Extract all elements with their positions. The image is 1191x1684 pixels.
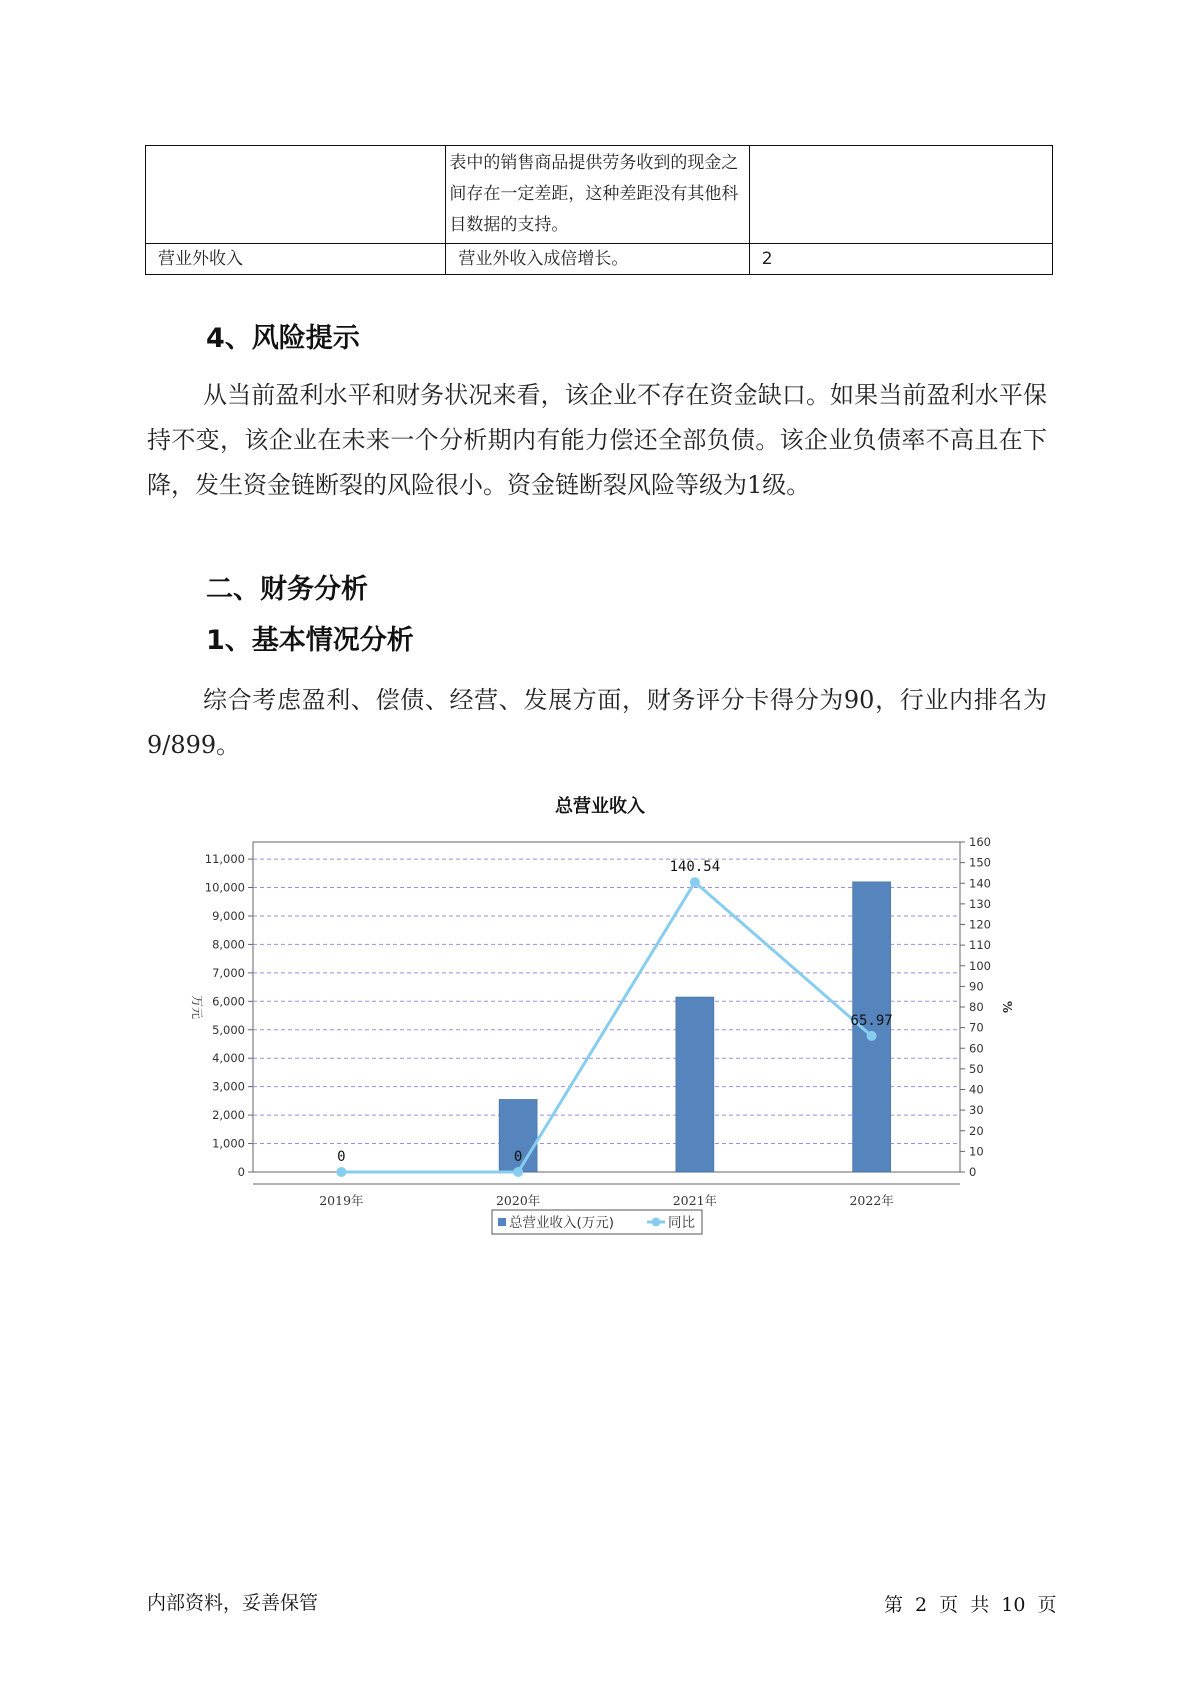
y2-tick-label: 40: [969, 1082, 984, 1097]
legend-line-label: 同比: [668, 1215, 695, 1231]
y2-tick-label: 100: [969, 958, 991, 973]
paragraph-basic: 综合考虑盈利、偿债、经营、发展方面，财务评分卡得分为90，行业内排名为9/899。: [147, 686, 1047, 759]
x-tick-label: 2020年: [495, 1193, 541, 1208]
legend-line-marker: [652, 1218, 661, 1227]
y-tick-label: 3,000: [212, 1079, 245, 1094]
cell-text: 表中的销售商品提供劳务收到的现金之间存在一定差距，这种差距没有其他科目数据的支持。: [449, 153, 739, 235]
table-cell: [749, 244, 1052, 275]
revenue-chart: [160, 790, 1040, 1250]
legend-bar-swatch: [498, 1218, 506, 1226]
data-point: [690, 877, 700, 887]
info-table: [145, 145, 1053, 275]
section-heading-risk: 4、风险提示: [206, 323, 360, 354]
table-cell: [446, 244, 749, 275]
footer-note: 内部资料，妥善保管: [147, 1592, 319, 1614]
data-point: [336, 1167, 346, 1177]
page-number: 第 2 页 共 10 页: [884, 1594, 1057, 1616]
y-tick-label: 1,000: [212, 1136, 245, 1151]
y2-tick-label: 130: [969, 896, 991, 911]
y2-tick-label: 0: [969, 1165, 977, 1179]
y-tick-label: 10,000: [204, 880, 245, 895]
section-heading-finance: 二、财务分析: [206, 574, 368, 605]
bar: [676, 997, 714, 1172]
y-tick-label: 6,000: [212, 994, 245, 1009]
y-tick-label: 5,000: [212, 1022, 245, 1037]
legend-bar-label: 总营业收入(万元): [509, 1215, 615, 1231]
data-point: [867, 1031, 877, 1041]
data-point: [513, 1167, 523, 1177]
y2-tick-label: 10: [969, 1144, 984, 1159]
y-tick-label: 11,000: [204, 852, 245, 867]
chart-line: [336, 859, 892, 1177]
cell-text: 营业外收入: [158, 249, 243, 269]
y2-tick-label: 70: [969, 1020, 984, 1035]
table-cell: [446, 146, 749, 244]
y2-tick-label: 50: [969, 1061, 984, 1076]
y-axis-label: 万元: [190, 994, 204, 1020]
data-label: 0: [337, 1149, 346, 1165]
x-tick-label: 2021年: [672, 1193, 718, 1208]
y2-axis-label: %: [1000, 1000, 1014, 1014]
x-tick-label: 2019年: [319, 1193, 364, 1208]
paragraph-risk: 从当前盈利水平和财务状况来看，该企业不存在资金缺口。如果当前盈利水平保持不变，该企业在未来一个分析期内有能力偿还全部负债。该企业负债率不高且在下降，发生资金链断裂的风险很小。资金链断裂风险等级为1级。: [147, 381, 1047, 499]
x-tick-label: 2022年: [849, 1193, 894, 1208]
y-tick-label: 2,000: [212, 1108, 245, 1123]
table-cell: [146, 146, 446, 244]
chart-legend: [492, 1210, 702, 1234]
data-label: 0: [513, 1149, 523, 1165]
chart-bars: [499, 882, 891, 1172]
table-cell: [749, 146, 1052, 244]
data-label: 140.54: [669, 859, 721, 876]
y2-tick-label: 20: [969, 1123, 984, 1138]
y2-tick-label: 160: [969, 835, 991, 849]
y2-tick-label: 110: [969, 938, 991, 953]
y2-tick-label: 60: [969, 1041, 984, 1056]
y2-tick-label: 30: [969, 1103, 984, 1118]
series-line: [341, 882, 871, 1172]
y-tick-label: 8,000: [212, 937, 245, 952]
cell-text: 营业外收入成倍增长。: [458, 249, 629, 269]
y-tick-label: 9,000: [212, 908, 245, 923]
y2-tick-label: 140: [969, 876, 991, 891]
table-row: [146, 146, 1053, 244]
section-heading-basic: 1、基本情况分析: [206, 625, 414, 656]
y-tick-label: 4,000: [212, 1051, 245, 1066]
y-tick-label: 0: [237, 1165, 245, 1179]
cell-text: 2: [761, 249, 773, 269]
data-label: 65.97: [850, 1012, 893, 1029]
y2-tick-label: 120: [969, 917, 991, 932]
table-cell: [146, 244, 446, 275]
chart-title: 总营业收入: [555, 796, 645, 817]
y2-tick-label: 150: [969, 855, 991, 870]
y-tick-label: 7,000: [212, 965, 245, 980]
y2-tick-label: 80: [969, 1000, 984, 1014]
table-row: [146, 244, 1053, 275]
y2-tick-label: 90: [969, 979, 984, 994]
